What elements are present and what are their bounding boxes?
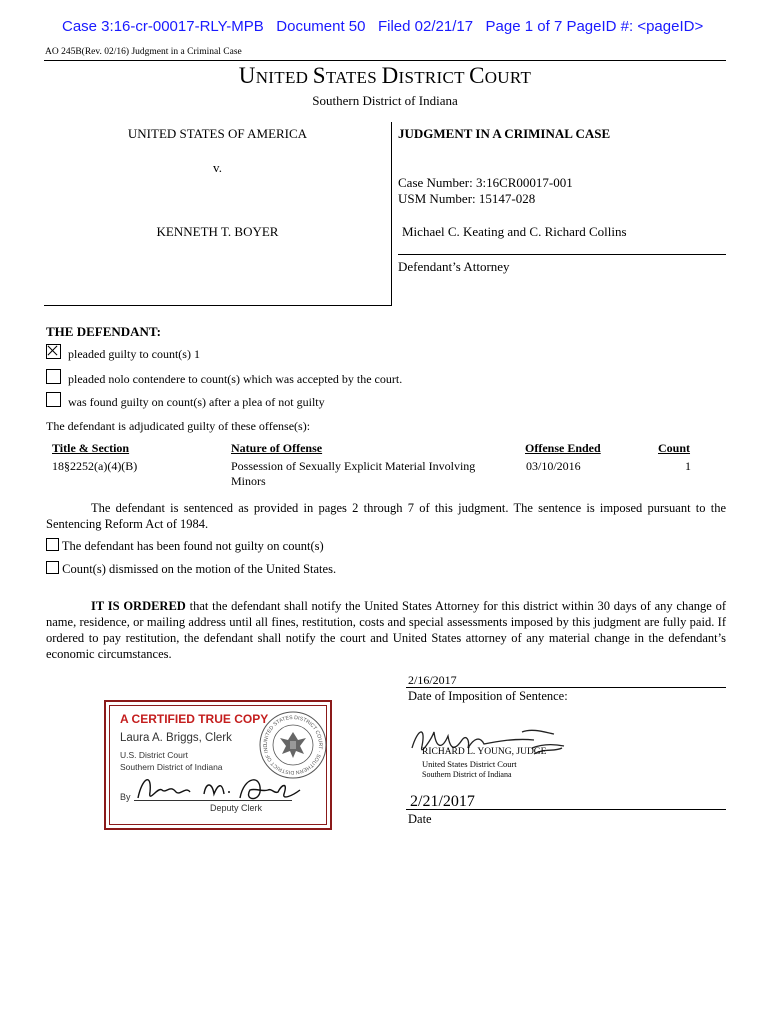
plea-option-nolo: pleaded nolo contendere to count(s) which was accepted by the court. xyxy=(46,369,402,387)
order-paragraph: IT IS ORDERED that the defendant shall notify the United States Attorney for this district within 30 days of any change of name, residence, or mailing address until all fines, restitution, costs and special assessments imposed by this judgment are fully paid. If ordered to pay restitution, the defendant shall notify the court and United States attorney of any material change in the defendant’s economic circumstances. xyxy=(46,599,726,661)
certified-copy-stamp xyxy=(104,700,332,830)
versus-label: v. xyxy=(213,160,222,175)
defense-attorney: Michael C. Keating and C. Richard Collins xyxy=(402,224,627,239)
imposition-date: 2/16/2017 xyxy=(408,673,457,687)
defendant-heading: THE DEFENDANT: xyxy=(46,324,161,339)
date-label: Date xyxy=(408,812,432,826)
certified-title: A CERTIFIED TRUE COPY xyxy=(120,712,269,726)
sentence-statement: The defendant is sentenced as provided in pages 2 through 7 of this judgment. The sentence is imposed pursuant to the Sentencing Reform Act of 1984. xyxy=(46,501,726,531)
case-number: Case Number: 3:16CR00017-001 xyxy=(398,175,573,190)
adjudicated-statement: The defendant is adjudicated guilty of these offense(s): xyxy=(46,419,311,433)
offense-nature: Possession of Sexually Explicit Material Involving xyxy=(231,459,476,473)
plea-option-found-guilty: was found guilty on count(s) after a plea of not guilty xyxy=(46,392,325,410)
checkbox-icon xyxy=(46,369,61,384)
checked-box-icon xyxy=(46,344,61,359)
date-rule xyxy=(406,809,726,810)
svg-text:UNITED STATES DISTRICT COURT ·: UNITED STATES DISTRICT COURT · SOUTHERN DISTRICT OF IND xyxy=(262,714,324,776)
col-header-ended: Offense Ended xyxy=(525,441,601,455)
certified-court: U.S. District Court xyxy=(120,750,189,760)
usm-number: USM Number: 15147-028 xyxy=(398,191,536,206)
judge-district: Southern District of Indiana xyxy=(422,770,512,779)
certified-district: Southern District of Indiana xyxy=(120,762,223,772)
dismissed-option: Count(s) dismissed on the motion of the United States. xyxy=(46,561,336,577)
judge-court: United States District Court xyxy=(422,759,517,769)
plaintiff-name: UNITED STATES OF AMERICA xyxy=(127,126,308,141)
checkbox-icon xyxy=(46,392,61,407)
deputy-clerk-label: Deputy Clerk xyxy=(210,803,263,813)
col-header-title: Title & Section xyxy=(52,441,130,455)
defendant-name: KENNETH T. BOYER xyxy=(156,224,279,239)
certified-by-label: By xyxy=(120,792,131,802)
judge-name: RICHARD L. YOUNG, JUDGE xyxy=(422,747,547,757)
court-district: Southern District of Indiana xyxy=(312,93,458,108)
imposition-rule xyxy=(406,687,726,688)
col-header-nature: Nature of Offense xyxy=(231,441,323,455)
judgment-signed-date: 2/21/2017 xyxy=(410,793,475,810)
col-header-count: Count xyxy=(658,441,691,455)
document-title: JUDGMENT IN A CRIMINAL CASE xyxy=(398,126,611,141)
plea-option-guilty: pleaded guilty to count(s) 1 xyxy=(46,344,200,362)
offense-ended: 03/10/2016 xyxy=(526,459,581,473)
case-header-stamp: Case 3:16-cr-00017-RLY-MPB Document 50 Filed 02/21/17 Page 1 of 7 PageID #: <pageID> xyxy=(62,18,704,35)
offense-title-section: 18§2252(a)(4)(B) xyxy=(52,459,138,473)
imposition-label: Date of Imposition of Sentence: xyxy=(408,689,568,703)
deputy-signature xyxy=(132,768,322,808)
court-title: UNITED STATES DISTRICT COURT xyxy=(238,63,532,88)
header-rule xyxy=(44,60,726,61)
form-identifier: AO 245B(Rev. 02/16) Judgment in a Criminal Case xyxy=(45,47,242,57)
checkbox-icon xyxy=(46,538,59,551)
attorney-label: Defendant’s Attorney xyxy=(398,259,510,274)
not-guilty-option: The defendant has been found not guilty on count(s) xyxy=(46,538,324,554)
offense-nature-cont: Minors xyxy=(231,474,266,488)
offense-count: 1 xyxy=(685,459,691,473)
caption-box xyxy=(44,122,392,306)
attorney-rule xyxy=(398,254,726,255)
checkbox-icon xyxy=(46,561,59,574)
certifying-clerk: Laura A. Briggs, Clerk xyxy=(120,732,232,744)
